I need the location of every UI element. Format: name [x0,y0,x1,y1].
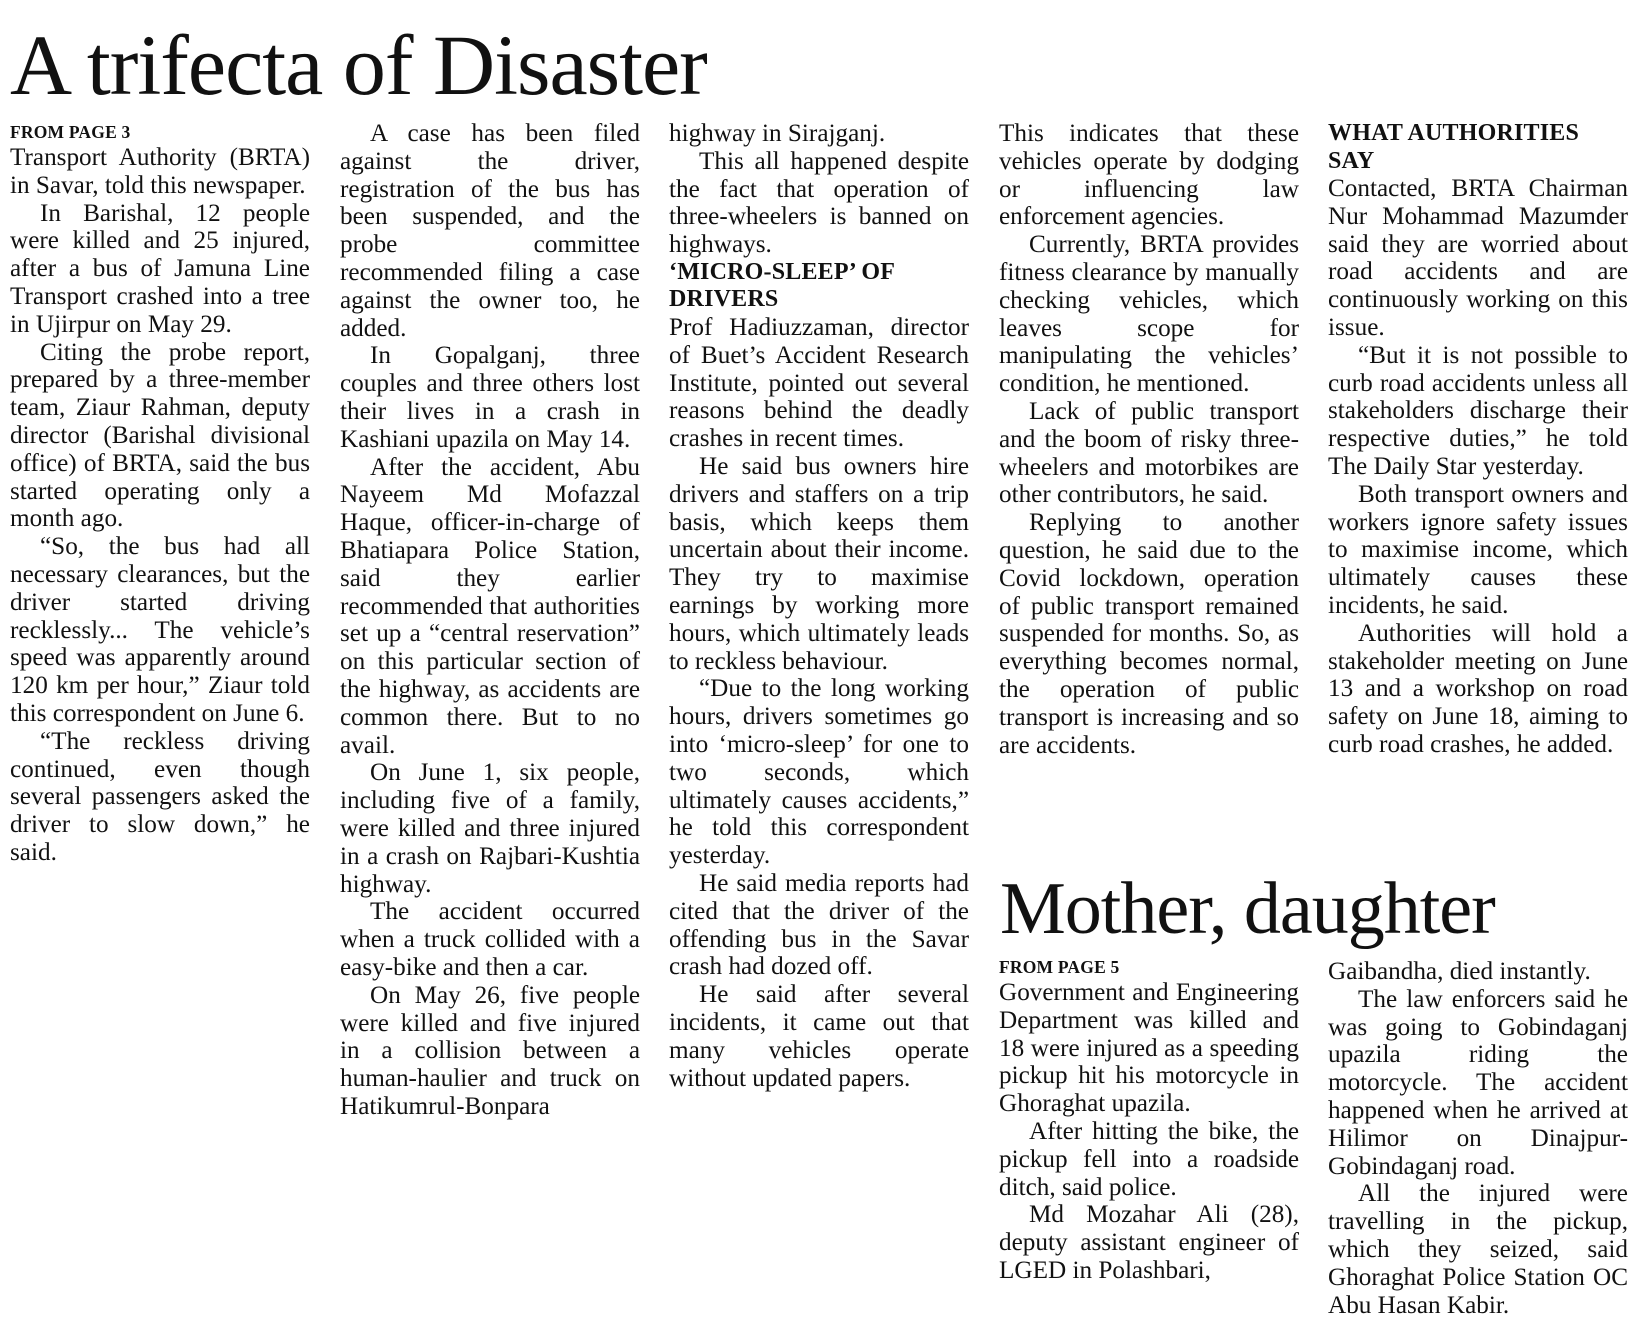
article-column-2 [340,120,640,1121]
paragraph: Lack of public transport and the boom of risky three-wheelers and motorbikes are other contributors, he said. [999,397,1299,509]
paragraph: Currently, BRTA provides fitness clearance by manually checking vehicles, which leaves scope for manipulating the vehicles’ condition, he mentioned. [999,231,1299,398]
article-column-4 [999,120,1299,759]
paragraph: He said media reports had cited that the driver of the offending bus in the Savar crash had dozed off. [669,869,969,981]
story-headline: Mother, daughter [1000,868,1495,950]
paragraph: After the accident, Abu Nayeem Md Mofazzal Haque, officer-in-charge of Bhatiapara Police Station, said they earlier recommended that authorities set up a “central reservation” on this particular section of the highway, as accidents are common there. But to no avail. [340,453,640,759]
paragraph: Government and Engineering Department was killed and 18 were injured as a speeding pickup hit his motorcycle in Ghoraghat upazila. [999,979,1299,1118]
paragraph: In Gopalganj, three couples and three others lost their lives in a crash in Kashiani upazila on May 14. [340,342,640,453]
paragraph: Both transport owners and workers ignore safety issues to maximise income, which ultimately causes these incidents, he said. [1328,480,1628,619]
story-headline: A trifecta of Disaster [10,17,707,113]
paragraph: He said after several incidents, it came out that many vehicles operate without updated papers. [669,981,969,1092]
paragraph: The law enforcers said he was going to Gobindaganj upazila riding the motorcycle. The accident happened when he arrived at Hilimor on Dinajpur-Gobindaganj road. [1328,985,1628,1180]
continuation-kicker: FROM PAGE 5 [999,957,1120,977]
paragraph: Md Mozahar Ali (28), deputy assistant engineer of LGED in Polashbari, [999,1201,1299,1284]
paragraph: “But it is not possible to curb road accidents unless all stakeholders discharge their respective duties,” he told The Daily Star yesterday. [1328,341,1628,480]
section-subhead: ‘MICRO-SLEEP’ OF DRIVERS [669,258,895,313]
paragraph: This indicates that these vehicles operate by dodging or influencing law enforcement agencies. [999,120,1299,231]
paragraph: This all happened despite the fact that operation of three-wheelers is banned on highways. [669,147,969,259]
paragraph: Citing the probe report, prepared by a three-member team, Ziaur Rahman, deputy director (Barishal divisional office) of BRTA, said the bus started operating only a month ago. [10,338,310,533]
paragraph: Prof Hadiuzzaman, director of Buet’s Accident Research Institute, pointed out several reasons behind the deadly crashes in recent times. [669,313,969,453]
paragraph: Transport Authority (BRTA) in Savar, told this newspaper. [10,144,310,199]
paragraph: highway in Sirajganj. [669,120,886,147]
paragraph: The accident occurred when a truck collided with a easy-bike and then a car. [340,898,640,981]
article-column-5 [1328,120,1628,759]
continuation-kicker: FROM PAGE 3 [10,122,131,142]
paragraph: He said bus owners hire drivers and staffers on a trip basis, which keeps them uncertain about their income. They try to maximise earnings by working more hours, which ultimately leads to reckless behaviour. [669,452,969,675]
paragraph: “Due to the long working hours, drivers sometimes go into ‘micro-sleep’ for one to two seconds, which ultimately causes accidents,” he told this correspondent yesterday. [669,675,969,870]
paragraph: “So, the bus had all necessary clearances, but the driver started driving recklessly... The vehicle’s speed was apparently around 120 km per hour,” Ziaur told this correspondent on June 6. [10,533,310,727]
paragraph: Replying to another question, he said due to the Covid lockdown, operation of public transport remained suspended for months. So, as everything becomes normal, the operation of public transport is increasing and so are accidents. [999,509,1299,759]
paragraph: After hitting the bike, the pickup fell into a roadside ditch, said police. [999,1117,1299,1201]
paragraph: In Barishal, 12 people were killed and 25 injured, after a bus of Jamuna Line Transport crashed into a tree in Ujirpur on May 29. [10,199,310,338]
article-column-3 [669,120,969,1092]
article-column-7 [1328,958,1628,1319]
paragraph: A case has been filed against the driver, registration of the bus has been suspended, and the probe committee recommended filing a case against the owner too, he added. [340,120,640,342]
paragraph: Contacted, BRTA Chairman Nur Mohammad Mazumder said they are worried about road accidents and are continuously working on this issue. [1328,175,1628,341]
paragraph: On June 1, six people, including five of a family, were killed and three injured in a crash on Rajbari-Kushtia highway. [340,759,640,898]
paragraph: Gaibandha, died instantly. [1328,958,1591,985]
article-column-6 [999,955,1299,1285]
paragraph: Authorities will hold a stakeholder meeting on June 13 and a workshop on road safety on June 18, aiming to curb road crashes, he added. [1328,619,1628,758]
paragraph: All the injured were travelling in the pickup, which they seized, said Ghoraghat Police Station OC Abu Hasan Kabir. [1328,1180,1628,1319]
paragraph: “The reckless driving continued, even though several passengers asked the driver to slow down,” he said. [10,727,310,866]
article-column-1 [10,120,310,867]
section-subhead: WHAT AUTHORITIES SAY [1328,120,1580,174]
paragraph: On May 26, five people were killed and five injured in a collision between a human-haulier and truck on Hatikumrul-Bonpara [340,981,640,1120]
